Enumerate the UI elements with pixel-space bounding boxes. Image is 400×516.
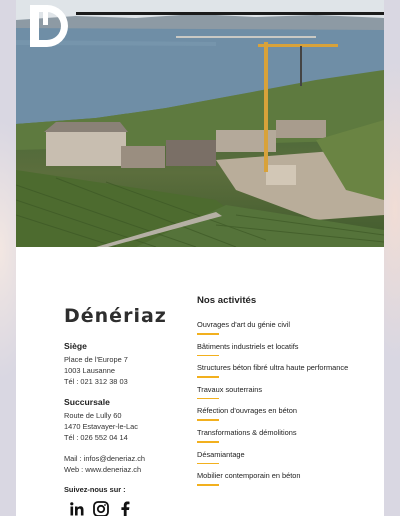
branch-street: Route de Lully 60 [64,411,122,420]
facebook-icon[interactable] [117,501,133,516]
activity-underline [197,419,219,421]
activity-label: Transformations & démolitions [197,427,297,437]
follow-label: Suivez-nous sur : [64,485,126,494]
hero-photo [16,0,384,247]
linkedin-icon[interactable] [69,501,85,516]
headquarters-city: 1003 Lausanne [64,366,115,375]
contact-mail[interactable]: Mail : infos@deneriaz.ch [64,454,146,463]
activities-column [197,295,377,493]
activity-item [197,450,377,465]
deneriaz-d-logo-icon [30,5,70,49]
activity-underline [197,398,219,400]
brochure-page [16,0,384,516]
headquarters-title: Siège [64,341,87,351]
branch-city: 1470 Estavayer-le-Lac [64,422,138,431]
activity-item [197,471,377,486]
headquarters-phone: Tél : 021 312 38 03 [64,377,128,386]
activity-label: Structures béton fibré ultra haute performance [197,363,349,373]
activities-list [197,320,377,486]
branch-block [64,397,194,443]
activities-title: Nos activités [197,295,257,306]
activity-item [197,363,377,378]
branch-title: Succursale [64,397,110,407]
activity-item [197,406,377,421]
content-area [16,247,384,516]
activity-underline [197,333,219,335]
activity-item [197,385,377,400]
header-rule [76,12,384,15]
contact-web[interactable]: Web : www.deneriaz.ch [64,465,142,474]
activity-label: Travaux souterrains [197,384,263,394]
contact-block [64,453,194,475]
social-links [64,501,194,516]
headquarters-block [64,341,194,387]
activity-underline [197,376,219,378]
activity-label: Désamiantage [197,449,245,459]
activity-label: Réfection d'ouvrages en béton [197,406,298,416]
branch-phone: Tél : 026 552 04 14 [64,433,128,442]
activity-underline [197,463,219,465]
headquarters-street: Place de l'Europe 7 [64,355,128,364]
activity-label: Mobilier contemporain en béton [197,471,301,481]
brand-logo: Dénériaz [64,305,167,327]
activity-underline [197,355,219,357]
activity-label: Ouvrages d'art du génie civil [197,320,291,329]
activity-label: Bâtiments industriels et locatifs [197,341,299,351]
hero-landscape [16,0,384,247]
activity-item [197,342,377,357]
activity-item [197,428,377,443]
instagram-icon[interactable] [93,501,109,516]
activity-item [197,320,377,335]
contact-column [64,305,194,516]
activity-underline [197,441,219,443]
activity-underline [197,484,219,486]
